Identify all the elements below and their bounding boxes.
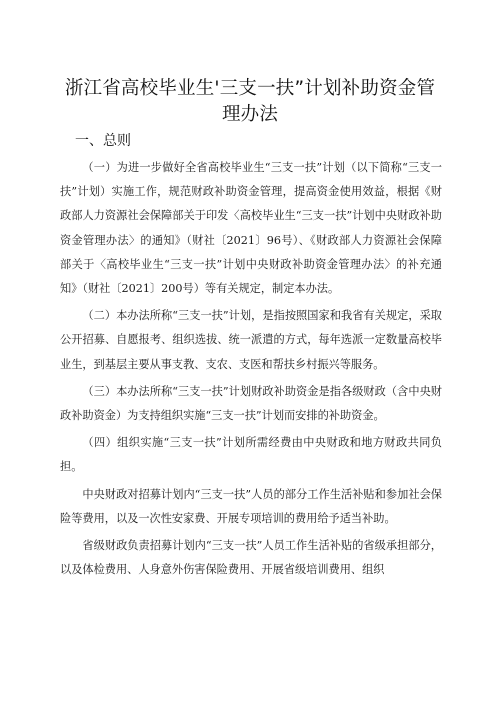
paragraph-2: （二）本办法所称“三支一扶”计划，是指按照国家和我省有关规定，采取公开招募、自愿报考、组织选拔、统一派遣的方式，每年选派一定数量高校毕业生，到基层主要从事支教、支农、支医和帮扶乡村振兴等服务。 (60, 309, 442, 371)
paragraph-5: 中央财政对招募计划内“三支一扶”人员的部分工作生活补贴和参加社会保险等费用，以及一次性安家费、开展专项培训的费用给予适当补助。 (60, 487, 442, 525)
document-title-line-1: 浙江省高校毕业生'三支一扶”计划补助资金管 (64, 78, 436, 99)
document-body (60, 156, 442, 582)
paragraph-1: （一）为进一步做好全省高校毕业生“三支一扶”计划（以下简称“三支一扶”计划）实施工作，规范财政补助资金管理，提高资金使用效益，根据《财政部人力资源社会保障部关于印发〈高校毕业生“三支一扶”计划中央财政补助资金管理办法〉的通知》（财社〔2021〕96号）、《财政部人力资源社会保障部关于〈高校毕业生“三支一扶”计划中央财政补助资金管理办法〉的补充通知》（财社〔2021〕200号）等有关规定，制定本办法。 (60, 161, 442, 296)
document-title (40, 76, 460, 128)
paragraph-3: （三）本办法所称“三支一扶”计划财政补助资金是指各级财政（含中央财政补助资金）为支持组织实施“三支一扶”计划而安排的补助资金。 (60, 384, 442, 423)
section-heading: 一、总则 (75, 133, 131, 149)
paragraph-4: （四）组织实施“三支一扶”计划所需经费由中央财政和地方财政共同负担。 (60, 436, 442, 474)
document-title-line-2: 理办法 (221, 104, 279, 125)
paragraph-6: 省级财政负责招募计划内“三支一扶”人员工作生活补贴的省级承担部分，以及体检费用、人身意外伤害保险费用、开展省级培训费用、组织 (60, 539, 442, 577)
